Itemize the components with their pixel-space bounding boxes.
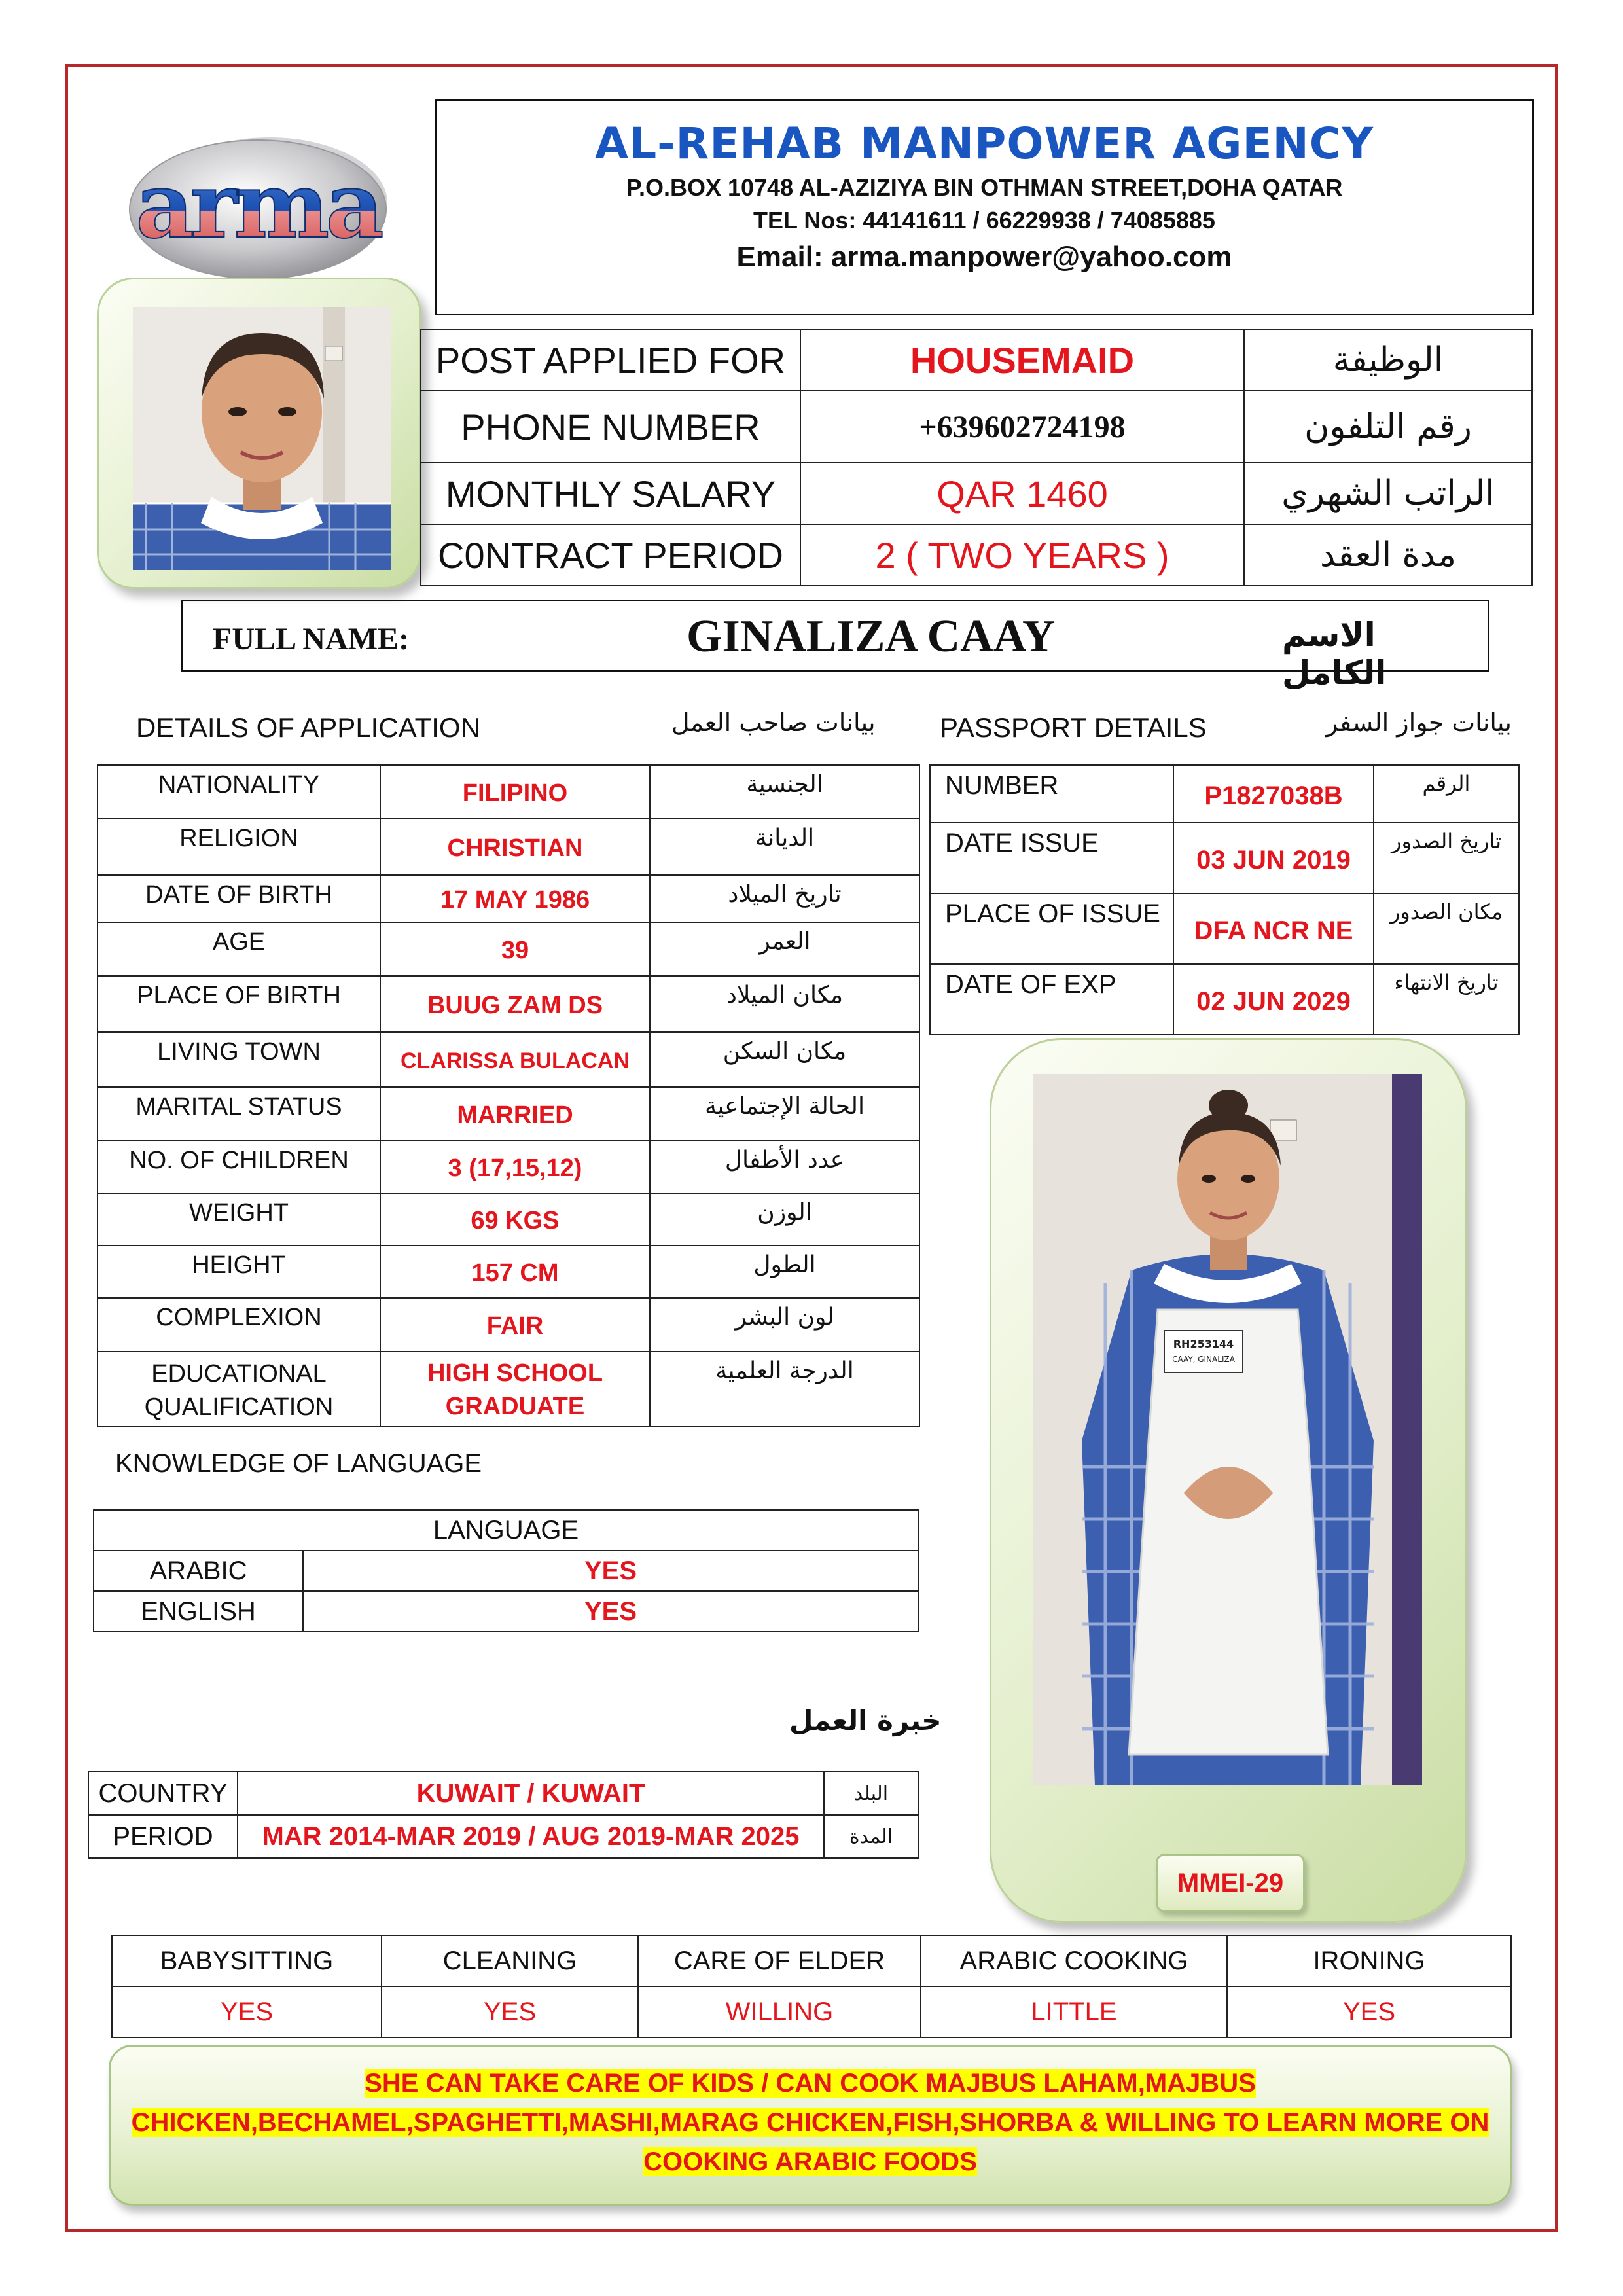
table-row xyxy=(421,329,1532,391)
info-label: POST APPLIED FOR xyxy=(421,329,800,391)
agency-email: Email: arma.manpower@yahoo.com xyxy=(736,241,1232,273)
detail-arabic: الحالة الإجتماعية xyxy=(650,1087,919,1141)
detail-arabic: مكان الميلاد xyxy=(650,976,919,1032)
full-name-label: FULL NAME: xyxy=(213,622,409,656)
detail-arabic: مكان السكن xyxy=(650,1032,919,1087)
detail-label: NATIONALITY xyxy=(98,765,380,819)
detail-arabic: الوزن xyxy=(650,1193,919,1246)
passport-arabic: تاريخ الصدور xyxy=(1374,823,1519,893)
table-row xyxy=(88,1815,918,1858)
table-row xyxy=(930,893,1519,964)
detail-arabic: الدرجة العلمية xyxy=(650,1352,919,1426)
passport-value: 02 JUN 2029 xyxy=(1173,964,1374,1035)
info-arabic: الوظيفة xyxy=(1244,329,1532,391)
table-row xyxy=(112,1986,1511,2037)
language-title: KNOWLEDGE OF LANGUAGE xyxy=(115,1449,482,1478)
table-row xyxy=(98,922,919,976)
info-label: MONTHLY SALARY xyxy=(421,463,800,524)
experience-title-arabic: خبرة العمل xyxy=(789,1704,942,1736)
passport-arabic: مكان الصدور xyxy=(1374,893,1519,964)
table-row xyxy=(930,964,1519,1035)
detail-label: WEIGHT xyxy=(98,1193,380,1246)
skill-header: IRONING xyxy=(1227,1935,1511,1986)
passport-title-arabic: بيانات جواز السفر xyxy=(1326,708,1512,737)
info-value: HOUSEMAID xyxy=(800,329,1244,391)
full-name-box xyxy=(181,600,1489,692)
agency-phones: TEL Nos: 44141611 / 66229938 / 74085885 xyxy=(753,207,1215,234)
passport-label: PLACE OF ISSUE xyxy=(930,893,1173,964)
application-details-table xyxy=(97,764,920,1427)
remarks-line: COOKING ARABIC FOODS xyxy=(643,2147,977,2176)
skill-value: YES xyxy=(382,1986,638,2037)
detail-arabic: الجنسية xyxy=(650,765,919,819)
table-row xyxy=(94,1510,918,1551)
passport-value: 03 JUN 2019 xyxy=(1173,823,1374,893)
language-label: ENGLISH xyxy=(94,1591,303,1632)
info-arabic: الراتب الشهري xyxy=(1244,463,1532,524)
detail-label: HEIGHT xyxy=(98,1246,380,1298)
detail-value: BUUG ZAM DS xyxy=(380,976,650,1032)
full-name-value: GINALIZA CAAY xyxy=(687,611,1056,662)
detail-label: NO. OF CHILDREN xyxy=(98,1141,380,1193)
skill-header: ARABIC COOKING xyxy=(921,1935,1227,1986)
detail-label: AGE xyxy=(98,922,380,976)
passport-details-table xyxy=(929,764,1520,1035)
detail-value: CLARISSA BULACAN xyxy=(380,1032,650,1087)
language-value: YES xyxy=(303,1551,918,1591)
table-row xyxy=(421,391,1532,463)
detail-arabic: لون البشر xyxy=(650,1298,919,1352)
table-row xyxy=(88,1772,918,1815)
skill-value: YES xyxy=(1227,1986,1511,2037)
table-row xyxy=(98,819,919,875)
detail-label: COMPLEXION xyxy=(98,1298,380,1352)
agency-name: AL-REHAB MANPOWER AGENCY xyxy=(595,118,1374,169)
detail-label: EDUCATIONAL QUALIFICATION xyxy=(98,1352,380,1426)
detail-value: FILIPINO xyxy=(380,765,650,819)
logo-text: arma xyxy=(135,152,380,259)
detail-label: LIVING TOWN xyxy=(98,1032,380,1087)
table-row xyxy=(98,1352,919,1426)
detail-value: CHRISTIAN xyxy=(380,819,650,875)
detail-value: FAIR xyxy=(380,1298,650,1352)
table-row xyxy=(98,1246,919,1298)
passport-label: NUMBER xyxy=(930,765,1173,823)
experience-arabic: المدة xyxy=(824,1815,918,1858)
detail-arabic: تاريخ الميلاد xyxy=(650,875,919,922)
skills-table xyxy=(111,1935,1512,2038)
application-title-arabic: بيانات صاحب العمل xyxy=(671,708,876,737)
language-label: ARABIC xyxy=(94,1551,303,1591)
detail-value: 39 xyxy=(380,922,650,976)
full-name-arabic: الاسم الكامل xyxy=(1282,616,1387,692)
portrait-photo-frame xyxy=(97,278,421,589)
table-row xyxy=(930,765,1519,823)
remarks-line: SHE CAN TAKE CARE OF KIDS / CAN COOK MAJBUS LAHAM,MAJBUS xyxy=(365,2069,1256,2098)
full-body-photo xyxy=(1033,1074,1422,1785)
table-row xyxy=(112,1935,1511,1986)
detail-arabic: عدد الأطفال xyxy=(650,1141,919,1193)
detail-label: DATE OF BIRTH xyxy=(98,875,380,922)
experience-table xyxy=(88,1771,919,1859)
experience-label: PERIOD xyxy=(88,1815,238,1858)
detail-label: MARITAL STATUS xyxy=(98,1087,380,1141)
detail-value: MARRIED xyxy=(380,1087,650,1141)
table-row xyxy=(98,1032,919,1087)
portrait-photo xyxy=(133,307,391,570)
remarks-box xyxy=(109,2045,1512,2206)
remarks-line: CHICKEN,BECHAMEL,SPAGHETTI,MASHI,MARAG CHICKEN,FISH,SHORBA & WILLING TO LEARN MORE ON xyxy=(131,2108,1489,2137)
table-row xyxy=(421,524,1532,586)
photo-tag-name: CAAY, GINALIZA xyxy=(1172,1355,1235,1364)
experience-value: KUWAIT / KUWAIT xyxy=(238,1772,824,1815)
experience-label: COUNTRY xyxy=(88,1772,238,1815)
passport-label: DATE ISSUE xyxy=(930,823,1173,893)
table-row xyxy=(98,875,919,922)
passport-label: DATE OF EXP xyxy=(930,964,1173,1035)
info-label: C0NTRACT PERIOD xyxy=(421,524,800,586)
table-row xyxy=(421,463,1532,524)
table-row xyxy=(98,976,919,1032)
table-row xyxy=(98,765,919,819)
skill-header: BABYSITTING xyxy=(112,1935,382,1986)
experience-value: MAR 2014-MAR 2019 / AUG 2019-MAR 2025 xyxy=(238,1815,824,1858)
skill-header: CARE OF ELDER xyxy=(638,1935,921,1986)
detail-arabic: الديانة xyxy=(650,819,919,875)
table-row xyxy=(930,823,1519,893)
info-label: PHONE NUMBER xyxy=(421,391,800,463)
detail-value: 3 (17,15,12) xyxy=(380,1141,650,1193)
job-info-table xyxy=(420,329,1533,586)
passport-arabic: الرقم xyxy=(1374,765,1519,823)
info-value: QAR 1460 xyxy=(800,463,1244,524)
table-row xyxy=(98,1298,919,1352)
skill-value: YES xyxy=(112,1986,382,2037)
language-value: YES xyxy=(303,1591,918,1632)
table-row xyxy=(94,1591,918,1632)
table-row xyxy=(98,1141,919,1193)
passport-title: PASSPORT DETAILS xyxy=(940,712,1207,743)
skill-value: WILLING xyxy=(638,1986,921,2037)
language-table xyxy=(93,1509,919,1632)
detail-arabic: العمر xyxy=(650,922,919,976)
table-row xyxy=(98,1087,919,1141)
agency-logo xyxy=(120,126,408,283)
photo-tag-number: RH253144 xyxy=(1173,1338,1234,1350)
passport-value: P1827038B xyxy=(1173,765,1374,823)
detail-value: 69 KGS xyxy=(380,1193,650,1246)
detail-value: HIGH SCHOOL GRADUATE xyxy=(380,1352,650,1426)
reference-code: MMEI-29 xyxy=(1156,1854,1305,1912)
agency-address: P.O.BOX 10748 AL-AZIZIYA BIN OTHMAN STREET,DOHA QATAR xyxy=(626,174,1343,201)
info-arabic: مدة العقد xyxy=(1244,524,1532,586)
info-value: 2 ( TWO YEARS ) xyxy=(800,524,1244,586)
table-row xyxy=(94,1551,918,1591)
skill-value: LITTLE xyxy=(921,1986,1227,2037)
full-body-photo-frame xyxy=(990,1038,1467,1923)
detail-value: 17 MAY 1986 xyxy=(380,875,650,922)
info-value: +639602724198 xyxy=(800,391,1244,463)
application-title: DETAILS OF APPLICATION xyxy=(136,712,480,743)
experience-arabic: البلد xyxy=(824,1772,918,1815)
info-arabic: رقم التلفون xyxy=(1244,391,1532,463)
passport-arabic: تاريخ الانتهاء xyxy=(1374,964,1519,1035)
skill-header: CLEANING xyxy=(382,1935,638,1986)
language-header: LANGUAGE xyxy=(94,1510,918,1551)
detail-label: RELIGION xyxy=(98,819,380,875)
detail-label: PLACE OF BIRTH xyxy=(98,976,380,1032)
detail-value: 157 CM xyxy=(380,1246,650,1298)
table-row xyxy=(98,1193,919,1246)
agency-header xyxy=(435,99,1534,315)
passport-value: DFA NCR NE xyxy=(1173,893,1374,964)
detail-arabic: الطول xyxy=(650,1246,919,1298)
